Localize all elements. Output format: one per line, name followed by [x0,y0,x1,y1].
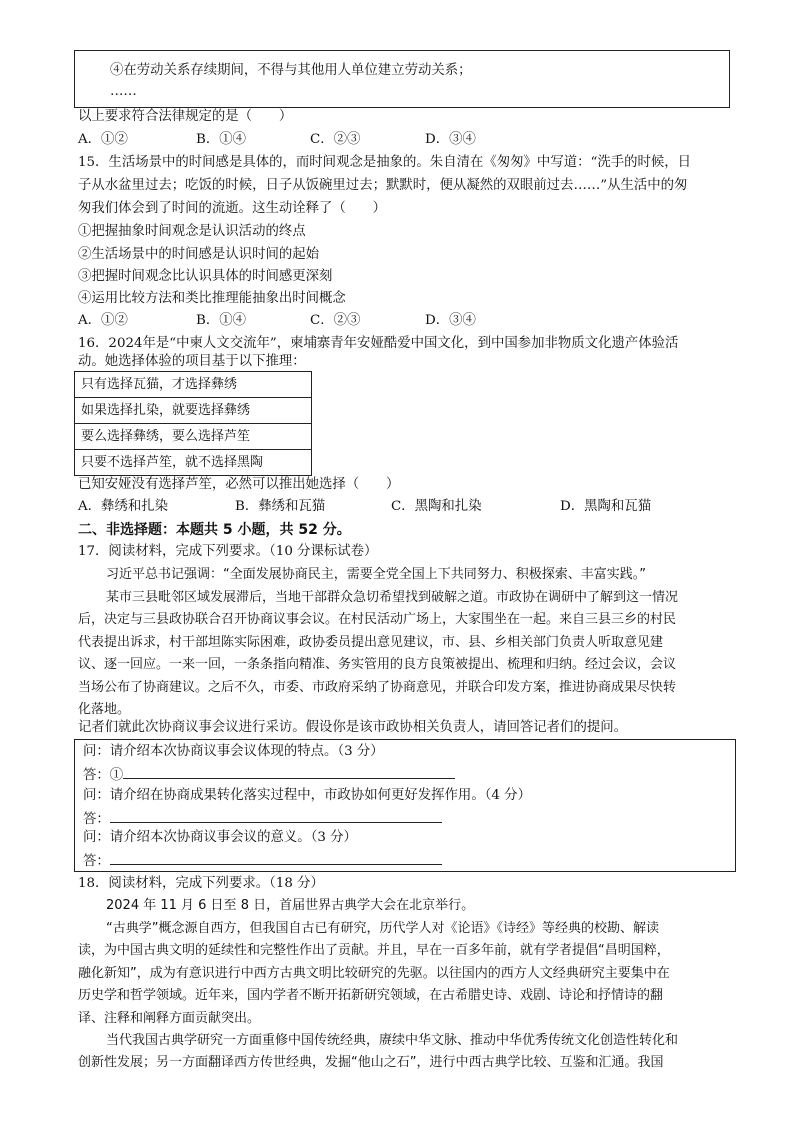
q17-material-3: 后，决定与三县政协联合召开协商议事会议。在村民活动广场上，大家围坐在一起。来自三县三乡的村民 [78,612,677,627]
answer-2-blank[interactable] [110,807,442,823]
answer-3-blank[interactable] [110,849,442,865]
interview-answer-2: 答： [83,807,442,831]
q15-line-3: 匆我们体会到了时间的流逝。这生动诠释了（ ） [78,201,386,216]
q14-option-d: D．③④ [425,132,476,147]
q18-material-5: 历史学和哲学领域。近年来，国内学者不断开拓新研究领域，在古希腊史诗、戏剧、诗论和抒情诗的翻 [78,988,664,1003]
q18-material-6: 译、注释和阐释方面贡献突出。 [78,1011,261,1026]
rule-ellipsis: …… [110,84,137,99]
q15-item-2: ②生活场景中的时间感是认识时间的起始 [78,247,320,262]
q16-after: 已知安娅没有选择芦笙，必然可以推出她选择（ ） [78,477,400,492]
q14-option-a: A．①② [78,132,128,147]
interview-question-2: 问：请介绍在协商成果转化落实过程中，市政协如何更好发挥作用。（4 分） [83,788,531,803]
q15-line-2: 子从水盆里过去；吃饭的时候，日子从饭碗里过去；默默时，便从凝然的双眼前过去……”从生活中的匆 [78,178,688,193]
answer-1-blank[interactable] [123,763,455,779]
q14-option-c: C．②③ [310,132,361,147]
q14-stem: 以上要求符合法律规定的是（ ） [78,109,293,124]
q18-material-2: “古典学”概念源自西方，但我国自古已有研究，历代学人对《论语》《诗经》等经典的校勘、解读 [106,921,659,936]
interview-question-1: 问：请介绍本次协商议事会议体现的特点。（3 分） [83,744,384,759]
q14-rules-box [74,50,730,108]
q17-material-7: 化落地。 [78,702,131,717]
q17-material-4: 代表提出诉求，村干部坦陈实际困难，政协委员提出意见建议，市、县、乡相关部门负责人听取意见建 [78,635,664,650]
reasoning-row-4: 只要不选择芦笙，就不选择黑陶 [75,450,312,476]
q17-material-1: 习近平总书记强调：“全面发展协商民主，需要全党全国上下共同努力、积极探索、丰富实践。” [106,567,646,582]
q17-prompt: 记者们就此次协商议事会议进行采访。假设你是该市政协相关负责人，请回答记者们的提问。 [78,720,628,735]
q16-reasoning-table [74,371,312,476]
q18-material-1: 2024 年 11 月 6 日至 8 日，首届世界古典学大会在北京举行。 [106,898,475,913]
q16-option-c: C．黑陶和扎染 [391,499,482,514]
q15-option-d: D．③④ [425,313,476,328]
q16-option-b: B．彝绣和瓦猫 [235,499,326,514]
q15-line-1: 15．生活场景中的时间感是具体的，而时间观念是抽象的。朱自清在《匆匆》中写道：“洗手的时候，日 [78,155,692,170]
q18-stem: 18．阅读材料，完成下列要求。（18 分） [78,876,324,891]
rule-item-4: ④在劳动关系存续期间，不得与其他用人单位建立劳动关系； [110,63,472,78]
q16-option-d: D．黑陶和瓦猫 [560,499,652,514]
q18-material-4: 融化新知”，成为有意识进行中西方古典文明比较研究的先驱。以往国内的西方人文经典研究主要集中在 [78,966,670,981]
interview-question-3: 问：请介绍本次协商议事会议的意义。（3 分） [83,830,357,845]
q17-material-2: 某市三县毗邻区域发展滞后，当地干部群众急切希望找到破解之道。市政协在调研中了解到这一情况 [106,590,679,605]
q17-material-6: 当场公布了协商建议。之后不久，市委、市政府采纳了协商意见，并联合印发方案，推进协商成果尽快转 [78,680,677,695]
section-2-heading: 二、非选择题：本题共 5 小题，共 52 分。 [78,522,351,538]
q17-stem: 17．阅读材料，完成下列要求。（10 分课标试卷） [78,544,378,559]
q16-option-a: A．彝绣和扎染 [78,499,169,514]
q15-item-1: ①把握抽象时间观念是认识活动的终点 [78,224,306,239]
q15-option-a: A．①② [78,313,128,328]
q18-material-3: 读，为中国古典文明的延续性和完整性作出了贡献。并且，早在一百多年前，就有学者提倡“昌明国粹， [78,943,670,958]
q18-material-7: 当代我国古典学研究一方面重修中国传统经典，赓续中华文脉、推动中华优秀传统文化创造性转化和 [106,1033,679,1048]
q16-line-1: 16．2024年是“中柬人文交流年”，柬埔寨青年安娅酷爱中国文化，到中国参加非物质文化遗产体验活 [78,336,679,351]
q18-material-8: 创新性发展；另一方面翻译西方传世经典，发掘“他山之石”，进行中西古典学比较、互鉴和汇通。我国 [78,1055,664,1070]
q15-item-4: ④运用比较方法和类比推理能抽象出时间概念 [78,291,346,306]
interview-answer-1: 答：① [83,763,455,787]
q15-option-c: C．②③ [310,313,361,328]
q17-material-5: 议、逐一回应。一来一回，一条条指向精准、务实管用的良方良策被提出、梳理和归纳。经过会议，会议 [78,657,677,672]
reasoning-row-1: 只有选择瓦猫，才选择彝绣 [75,372,312,398]
reasoning-row-3: 要么选择彝绣，要么选择芦笙 [75,424,312,450]
q14-option-b: B．①④ [196,132,247,147]
reasoning-row-2: 如果选择扎染，就要选择彝绣 [75,398,312,424]
q15-option-b: B．①④ [196,313,247,328]
q15-item-3: ③把握时间观念比认识具体的时间感更深刻 [78,269,333,284]
interview-answer-3: 答： [83,849,442,873]
q16-line-2: 动。她选择体验的项目基于以下推理： [78,354,306,369]
q17-interview-box [74,739,736,872]
